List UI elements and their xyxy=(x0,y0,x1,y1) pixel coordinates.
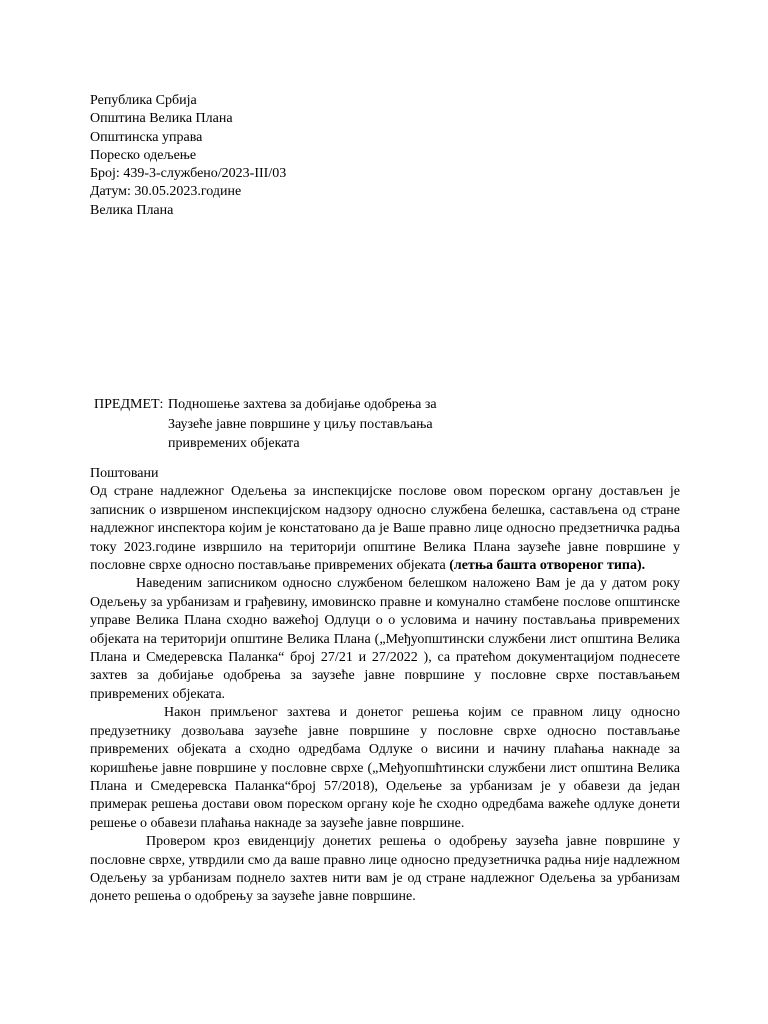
subject-line-2: Заузеће јавне површине у циљу постављања xyxy=(168,416,433,432)
subject-line-3: привремених објеката xyxy=(168,436,300,451)
paragraph-1-text: Од стране надлежног Одељења за инспекцијске послове овом пореском органу достављен је записник о извршеном инспекцијском надзору односно службена белешка, састављена од стране надлежног инспектора којим је констатовано да је Ваше правно лице односно предзетничка радња току 2023.године извршило на територији општине Велика Плана заузеће јавне површине у пословне сврхе односно постављање привремених објеката xyxy=(90,484,680,574)
subject-line-1: Подношење захтева за добијање одобрења за xyxy=(168,397,437,412)
document-header xyxy=(90,92,286,220)
header-reference-number: Број: 439-3-службено/2023-III/03 xyxy=(90,166,287,182)
subject-text xyxy=(168,395,437,454)
paragraph-1-bold: (летња башта отвореног типа). xyxy=(449,558,646,574)
paragraph-2: Наведеним записником односно службеном белешком наложено Вам је да у датом року Одељењу за урбанизам и грађевину, имовинско правне и комунално стамбене послове општинске управе Велика Плана сходно важећој Одлуци о о условима и начину постављања привремених објеката на територији општине Велика Плана („Међуопштински службени лист општина Велика Плана и Смедеревска Паланка“ број 27/21 и 27/2022 ), са пратећом документацијом поднесете захтев за добијање одобрења за заузеће јавне површине у пословне сврхе постављањем привремених објеката. xyxy=(90,576,680,702)
paragraph-3: Након примљеног захтева и донетог решења којим се правном лицу односно предузетнику дозвољава заузеће јавне површине у пословне сврхе односно постављање привремених објеката а сходно одредбама Одлуке о висини и начину плаћања накнаде за коришћење јавне површине у пословне сврхе („Међуопшћтински службени лист општина Велика Плана и Смедеревска Паланка“број 57/2018), Одељење за урбанизам је у обавези да један примерак решења достави овом пореском органу које ће сходно одредбама важеће одлуке донети решење о обавези плаћања накнаде за заузеће јавне површине. xyxy=(90,705,680,831)
paragraph-4: Провером кроз евиденцију донетих решења о одобрењу заузећа јавне површине у пословне сврхе, утврдили смо да ваше правно лице односно предузетничка радња није надлежном Одељењу за урбанизам поднело захтев нити вам је од стране надлежног Одељења за урбанизам донето решења о одобрењу за заузеће јавне површине. xyxy=(90,834,680,905)
header-place: Велика Плана xyxy=(90,202,174,218)
letter-body xyxy=(90,465,680,907)
header-country: Република Србија xyxy=(90,93,197,108)
header-date: Датум: 30.05.2023.године xyxy=(90,184,242,200)
header-department: Пореско одељење xyxy=(90,147,197,163)
paragraph-1 xyxy=(90,483,680,575)
header-administration: Општинска управа xyxy=(90,129,203,145)
subject-label: ПРЕДМЕТ: xyxy=(94,397,164,412)
header-municipality: Општина Велика Плана xyxy=(90,111,233,127)
greeting: Поштовани xyxy=(90,466,159,481)
